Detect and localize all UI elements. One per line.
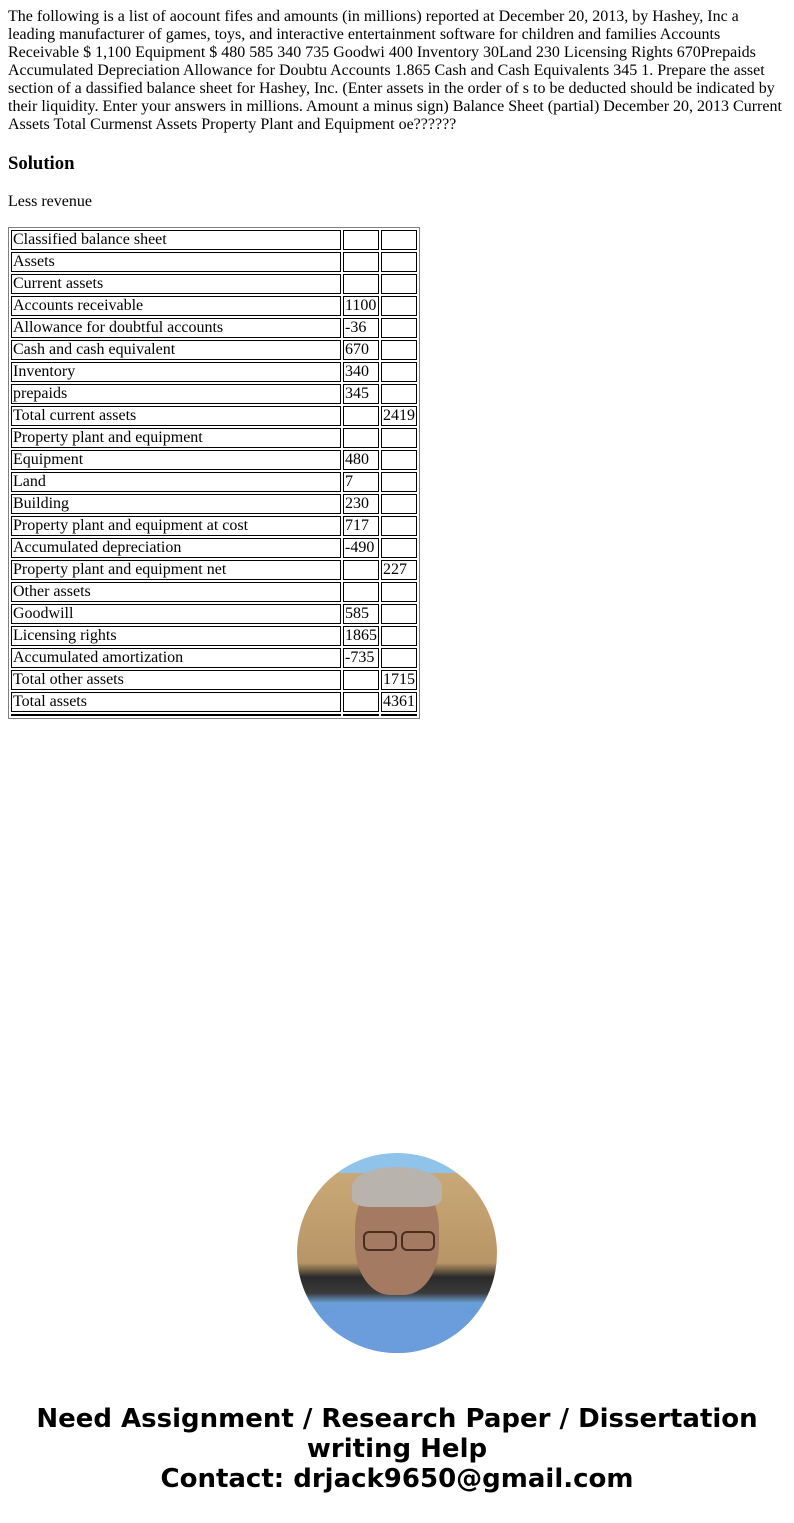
row-total (381, 230, 417, 250)
table-row (11, 692, 417, 712)
row-label: Accounts receivable (11, 296, 341, 316)
promo-line-2: writing Help (306, 1434, 488, 1464)
row-amount (343, 670, 379, 690)
row-total: 227 (381, 560, 417, 580)
table-row (11, 296, 417, 316)
row-label: Accumulated depreciation (11, 538, 341, 558)
table-row (11, 538, 417, 558)
row-amount: 585 (343, 604, 379, 624)
promo-banner (0, 1404, 794, 1494)
row-amount (343, 692, 379, 712)
table-row (11, 516, 417, 536)
avatar-glasses-right (401, 1231, 435, 1251)
empty-table-row (11, 714, 417, 716)
row-amount (343, 582, 379, 602)
table-row (11, 450, 417, 470)
row-amount: 670 (343, 340, 379, 360)
row-label: Licensing rights (11, 626, 341, 646)
row-label: Building (11, 494, 341, 514)
row-label: Accumulated amortization (11, 648, 341, 668)
row-total (381, 648, 417, 668)
row-amount: 1865 (345, 627, 377, 644)
row-amount: 230 (343, 494, 379, 514)
promo-line-1: Need Assignment / Research Paper / Dissertation (36, 1404, 758, 1434)
row-total (381, 538, 417, 558)
table-row (11, 670, 417, 690)
table-row (11, 472, 417, 492)
row-label: Other assets (11, 582, 341, 602)
row-label: Inventory (11, 362, 341, 382)
balance-sheet-table (8, 227, 420, 719)
row-label: prepaids (11, 384, 341, 404)
avatar-hair (352, 1167, 442, 1207)
row-amount: 1100 (343, 296, 379, 316)
promo-contact: Contact: drjack9650@gmail.com (160, 1464, 634, 1494)
row-amount: -36 (343, 318, 379, 338)
solution-intro: Less revenue (8, 193, 92, 210)
row-total: 2419 (383, 407, 415, 424)
table-row (11, 384, 417, 404)
row-label: Land (11, 472, 341, 492)
avatar-shirt (307, 1303, 487, 1353)
row-total (381, 318, 417, 338)
table-row (11, 582, 417, 602)
row-label: Property plant and equipment at cost (11, 516, 341, 536)
empty-cell (381, 714, 417, 716)
question-text: The following is a list of aocount fifes and amounts (in millions) reported at December 20, 2013, by Hashey, Inc a leading manufacturer of games, toys, and interactive entertainment software for children and families Accounts Receivable $ 1,100 Equipment $ 480 585 340 735 Goodwi 400 Inventory 30Land 230 Licensing Rights 670Prepaids Accumulated Depreciation Allowance for Doubtu Accounts 1.865 Cash and Cash Equivalents 345 1. Prepare the asset section of a dassified balance sheet for Hashey, Inc. (Enter assets in the order of s to be deducted should be indicated by their liquidity. Enter your answers in millions. Amount a minus sign) Balance Sheet (partial) December 20, 2013 Current Assets Total Curmenst Assets Property Plant and Equipment oe?????? (8, 8, 782, 133)
empty-cell (343, 714, 379, 716)
row-amount (343, 406, 379, 426)
row-label: Total other assets (11, 670, 341, 690)
row-total (381, 296, 417, 316)
table-row (11, 494, 417, 514)
row-amount (343, 252, 379, 272)
row-amount: 340 (343, 362, 379, 382)
table-row (11, 340, 417, 360)
solution-heading: Solution (8, 153, 75, 174)
row-total (381, 450, 417, 470)
row-label: Current assets (11, 274, 341, 294)
row-total (381, 362, 417, 382)
table-row (11, 604, 417, 624)
row-amount (343, 560, 379, 580)
table-row (11, 560, 417, 580)
table-row (11, 362, 417, 382)
row-total (381, 252, 417, 272)
row-label: Cash and cash equivalent (11, 340, 341, 360)
row-label: Equipment (11, 450, 341, 470)
author-avatar (297, 1153, 497, 1353)
row-label: Classified balance sheet (11, 230, 341, 250)
table-row (11, 406, 417, 426)
row-label: Property plant and equipment (11, 428, 341, 448)
row-amount: 7 (343, 472, 379, 492)
row-total (381, 516, 417, 536)
row-amount: 717 (343, 516, 379, 536)
row-total (381, 626, 417, 646)
row-total: 1715 (383, 671, 415, 688)
table-row (11, 230, 417, 250)
row-amount: -735 (343, 648, 379, 668)
row-amount: 345 (343, 384, 379, 404)
row-label: Total assets (11, 692, 341, 712)
row-label: Goodwill (11, 604, 341, 624)
row-amount (343, 230, 379, 250)
row-total (381, 494, 417, 514)
table-row (11, 274, 417, 294)
row-total (381, 582, 417, 602)
row-label: Allowance for doubtful accounts (11, 318, 341, 338)
table-row (11, 252, 417, 272)
row-amount (343, 428, 379, 448)
row-total: 4361 (383, 693, 415, 710)
row-total (381, 274, 417, 294)
row-amount: -490 (343, 538, 379, 558)
row-total (381, 340, 417, 360)
row-label: Property plant and equipment net (11, 560, 341, 580)
row-total (381, 472, 417, 492)
table-row (11, 428, 417, 448)
avatar-glasses-left (363, 1231, 397, 1251)
row-amount: 480 (343, 450, 379, 470)
table-row (11, 318, 417, 338)
table-row (11, 648, 417, 668)
table-row (11, 626, 417, 646)
row-total (381, 604, 417, 624)
row-total (381, 384, 417, 404)
row-label: Total current assets (11, 406, 341, 426)
row-label: Assets (11, 252, 341, 272)
empty-cell (11, 714, 341, 716)
row-amount (343, 274, 379, 294)
row-total (381, 428, 417, 448)
